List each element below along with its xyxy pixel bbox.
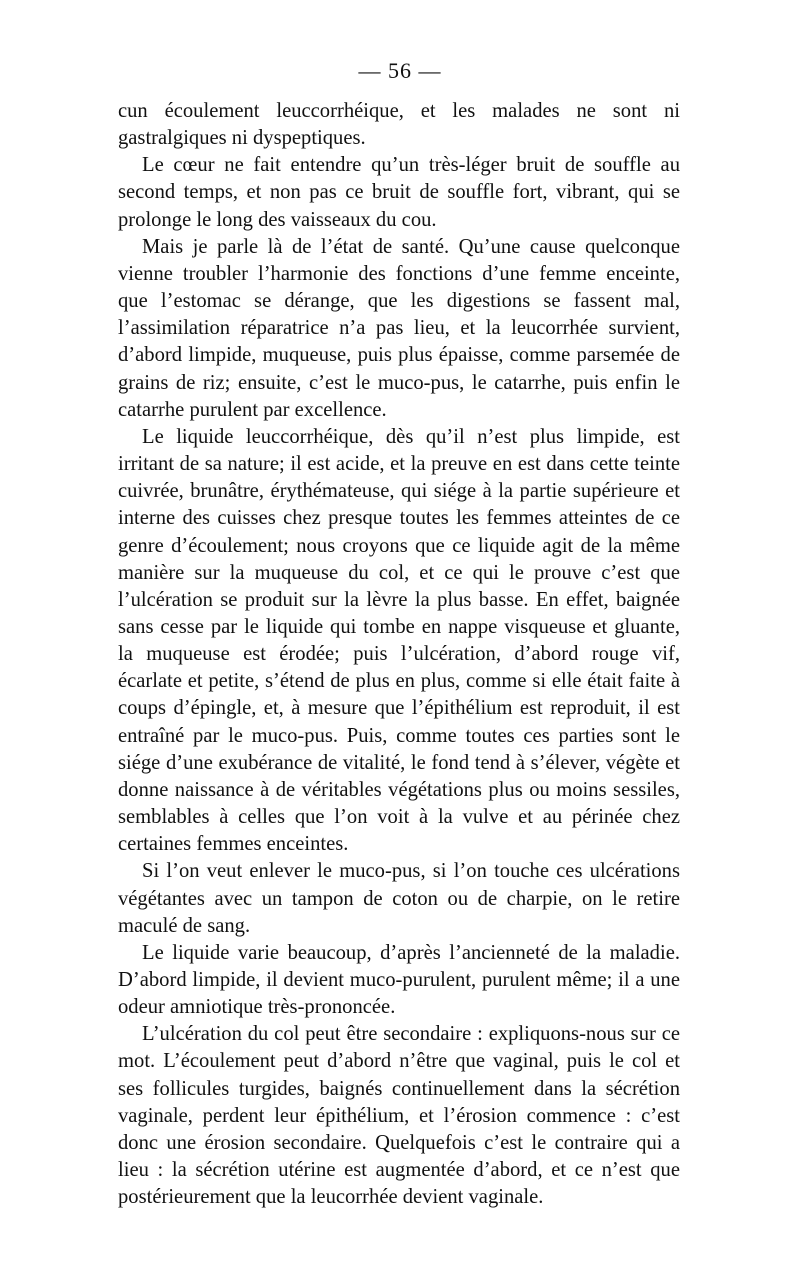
page-number: — 56 —	[358, 58, 442, 83]
paragraph-continued: cun écoulement leuccorrhéique, et les malades ne sont ni gastralgiques ni dyspeptiques.	[118, 100, 680, 150]
paragraph-muco-pus: Si l’on veut enlever le muco-pus, si l’on touche ces ulcérations végétantes avec un tampon de coton ou de charpie, on le retire maculé de sang.	[118, 860, 680, 937]
paragraph-health-state: Mais je parle là de l’état de santé. Qu’une cause quelconque vienne troubler l’harmonie des fonctions d’une femme enceinte, que l’estomac se dérange, que les digestions se fassent mal, l’assimilation réparatrice n’a pas lieu, et la leucorrhée survient, d’abord limpide, muqueuse, puis plus épaisse, comme parsemée de grains de riz; ensuite, c’est le muco-pus, le catarrhe, puis enfin le catarrhe purulent par excellence.	[118, 235, 680, 421]
body-text	[118, 98, 680, 1211]
paragraph-leucorrheic-liquid: Le liquide leuccorrhéique, dès qu’il n’est plus limpide, est irritant de sa nature; il est acide, et la preuve en est dans cette teinte cuivrée, brunâtre, érythémateuse, qui siége à la partie supérieure et interne des cuisses chez presque toutes les femmes atteintes de ce genre d’écoulement; nous croyons que ce liquide agit de la même manière sur la muqueuse du col, et ce qui le prouve c’est que l’ulcération se produit sur la lèvre la plus basse. En effet, baignée sans cesse par le liquide qui tombe en nappe visqueuse et gluante, la muqueuse est érodée; puis l’ulcération, d’abord rouge vif, écarlate et petite, s’étend de plus en plus, comme si elle était faite à coups d’épingle, et, à mesure que l’épithélium est reproduit, il est entraîné par le muco-pus. Puis, comme toutes ces parties sont le siége d’une exubérance de vitalité, le fond tend à s’élever, végète et donne naissance à de véritables végétations plus ou moins sessiles, semblables à celles que l’on voit à la vulve et au périnée chez certaines femmes enceintes.	[118, 425, 680, 856]
paragraph-heart-murmur: Le cœur ne fait entendre qu’un très-léger bruit de souffle au second temps, et non pas ce bruit de souffle fort, vibrant, qui se prolonge le long des vaisseaux du cou.	[118, 154, 680, 231]
paragraph-liquid-varies: Le liquide varie beaucoup, d’après l’ancienneté de la maladie. D’abord limpide, il devient muco-purulent, purulent même; il a une odeur amniotique très-prononcée.	[118, 941, 680, 1019]
paragraph-secondary-ulceration: L’ulcération du col peut être secondaire : expliquons-nous sur ce mot. L’écoulement peut d’abord n’être que vaginal, puis le col et ses follicules turgides, baignés continuellement dans la sécrétion vaginale, perdent leur épithélium, et l’érosion commence : c’est donc une érosion secondaire. Quelquefois c’est le contraire qui a lieu : la sécrétion utérine est augmentée d’abord, et ce n’est que postérieurement que la leucorrhée devient vaginale.	[118, 1023, 680, 1209]
